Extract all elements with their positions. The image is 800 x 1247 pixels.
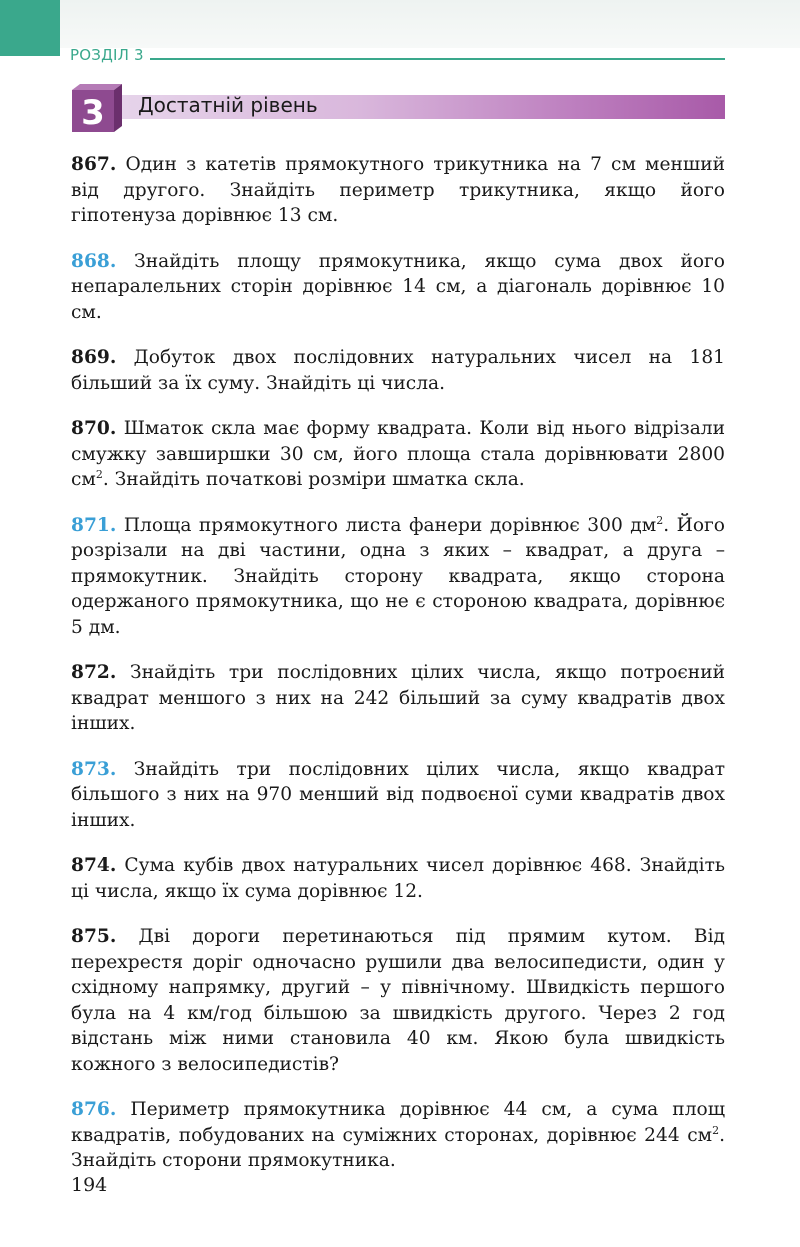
- task-number: 872.: [71, 662, 117, 683]
- task-number: 873.: [71, 758, 117, 780]
- task-871: [71, 513, 725, 641]
- task-text: Дві дороги перетинаються під прямим кутом. Від перехрестя доріг одночасно рушили два велосипедисти, один у східному напрямку, другий – у північному. Швидкість першого була на 4 км/год більшою за швидкість другого. Через 2 год відстань між ними становила 40 км. Якою була швидкість кожного з велосипедистів?: [71, 926, 725, 1075]
- task-number: 874.: [71, 855, 117, 876]
- task-number: 870.: [71, 418, 117, 439]
- task-text: Периметр прямокутника дорівнює 44 см, а сума площ квадратів, побудованих на суміжних сторонах, дорівнює 244 см: [71, 1099, 725, 1146]
- task-text: Сума кубів двох натуральних чисел дорівнює 468. Знайдіть ці числа, якщо їх сума дорівнює 12.: [71, 855, 725, 902]
- task-text: Знайдіть три послідовних цілих числа, якщо квадрат більшого з них на 970 менший від подвоєної суми квадратів двох інших.: [71, 758, 725, 831]
- task-875: [71, 924, 725, 1077]
- superscript: 2: [712, 1123, 720, 1137]
- header-bar: [0, 0, 800, 48]
- task-872: [71, 660, 725, 737]
- task-text: Площа прямокутного листа фанери дорівнює 300 дм: [123, 514, 657, 536]
- task-number: 876.: [71, 1099, 117, 1120]
- task-number: 868.: [71, 250, 117, 272]
- superscript: 2: [656, 513, 664, 527]
- task-number: 867.: [71, 154, 117, 175]
- task-text-end: . Знайдіть початкові розміри шматка скла.: [102, 469, 525, 490]
- task-869: [71, 345, 725, 396]
- level-number: 3: [81, 93, 105, 133]
- task-text: Один з катетів прямокутного трикутника на 7 см менший від другого. Знайдіть периметр трикутника, якщо його гіпотенуза дорівнює 13 см.: [71, 154, 725, 226]
- task-number: 875.: [71, 926, 117, 947]
- page-number: 194: [71, 1174, 108, 1196]
- task-873: [71, 757, 725, 834]
- task-876: [71, 1097, 725, 1174]
- task-874: [71, 853, 725, 904]
- level-title: Достатній рівень: [138, 93, 318, 117]
- section-label: РОЗДІЛ 3: [70, 46, 144, 64]
- task-text: Шматок скла має форму квадрата. Коли від нього відрізали смужку завширшки 30 см, його площа стала дорівнювати 2800 см: [71, 418, 725, 490]
- task-868: [71, 249, 725, 326]
- corner-tab: [0, 0, 60, 56]
- task-text: Добуток двох послідовних натуральних чисел на 181 більший за їх суму. Знайдіть ці числа.: [71, 347, 725, 394]
- task-number: 869.: [71, 347, 117, 368]
- section-divider: [150, 58, 725, 60]
- level-cube-icon: [68, 82, 124, 134]
- task-text-end: . Його розрізали на дві частини, одна з яких – квадрат, а друга – прямокутник. Знайдіть сторону квадрата, якщо сторона одержаного прямокутника, що не є стороною квадрата, дорівнює 5 дм.: [71, 514, 725, 638]
- task-text: Знайдіть площу прямокутника, якщо сума двох його непаралельних сторін дорівнює 14 см, а діагональ дорівнює 10 см.: [71, 250, 725, 323]
- task-number: 871.: [71, 514, 117, 536]
- task-list: [71, 152, 725, 1194]
- task-text-end: . Знайдіть сторони прямокутника.: [71, 1124, 725, 1171]
- task-text: Знайдіть три послідовних цілих числа, якщо потроєний квадрат меншого з них на 242 більший за суму квадратів двох інших.: [71, 662, 725, 734]
- superscript: 2: [95, 467, 103, 481]
- task-870: [71, 416, 725, 493]
- task-867: [71, 152, 725, 229]
